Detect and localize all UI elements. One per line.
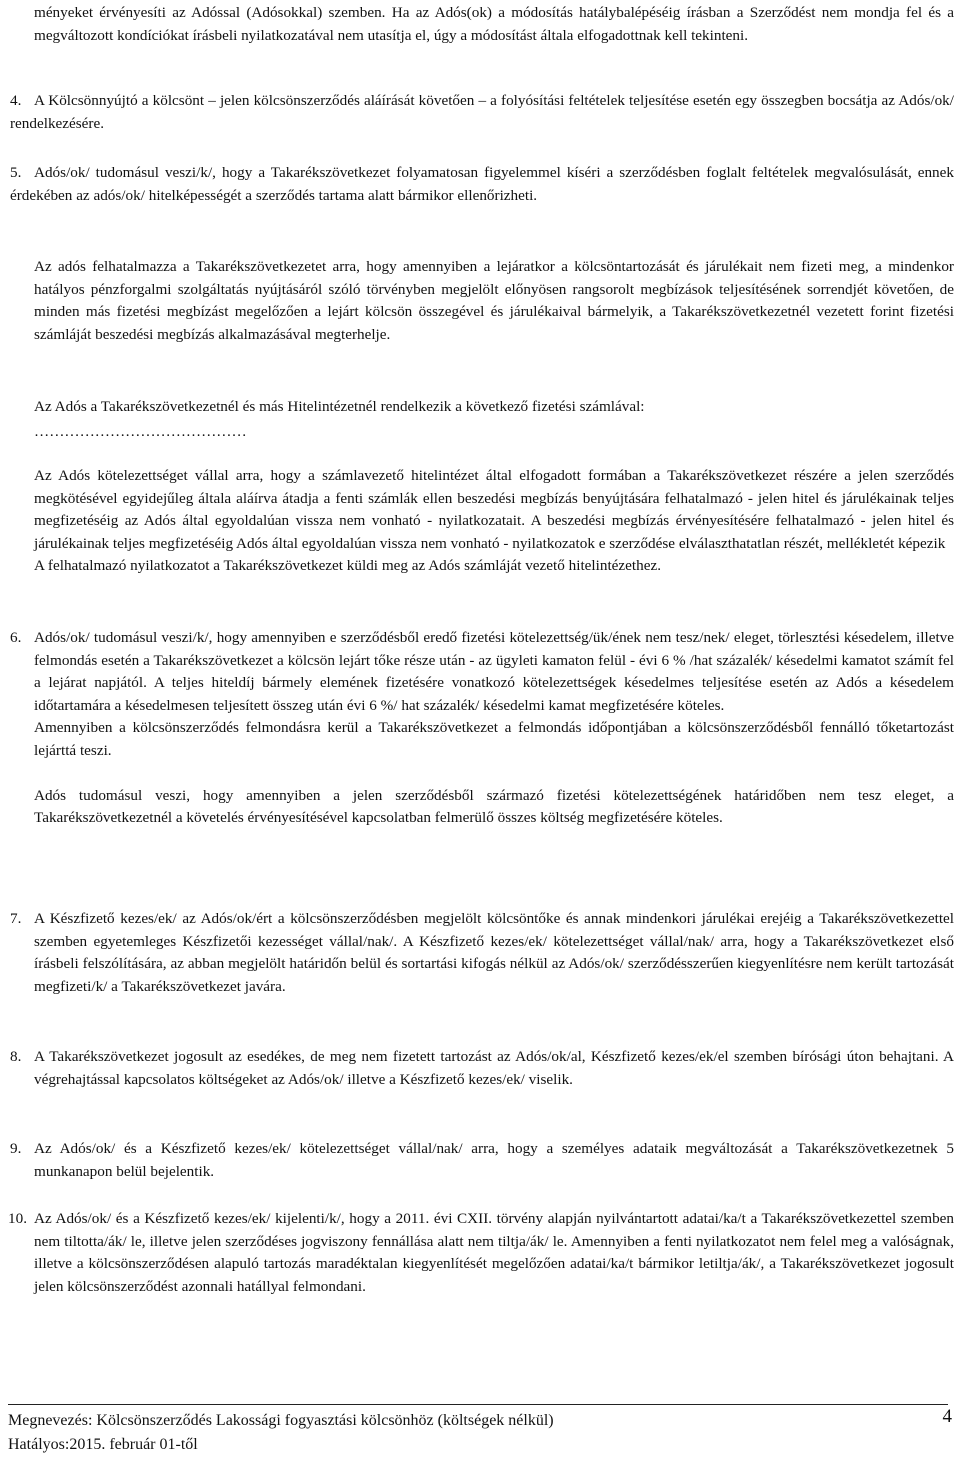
item-number: 9. <box>10 1140 22 1157</box>
item-text: A Készfizető kezes/ek/ az Adós/ok/ért a kölcsönszerződésben megjelölt kölcsöntőke és annak mindenkori járulékai erejéig a Takarékszövetkezettel szemben egyetemleges Készfizetői kezességet vállal/nak/. A Készfizető kezes/ek/ kötelezettséget vállal/nak/ arra, hogy a Takarékszövetkezet első írásbeli felszólítására, az abban megjelölt határidőn belül és sortartási kifogás nélkül az Adós/ok/ szerződésszerűen kiegyenlítésre nem került tartozását megfizeti/k/ a Takarékszövetkezet javára. <box>34 910 954 995</box>
item-number: 8. <box>10 1048 22 1065</box>
list-item-9 <box>10 1138 954 1183</box>
item-text: Adós/ok/ tudomásul veszi/k/, hogy amennyiben e szerződésből eredő fizetési kötelezettség/ük/ének nem tesz/nek/ eleget, törlesztési késedelem, illetve felmondás esetén a Takarékszövetkezet a kölcsön lejárt tőke része után - az ügyleti kamaton felül - évi 6 % /hat százalék/ késedelmi kamatot számít fel a lejárat napjától. A teljes hiteldíj bármely elemének fizetésére vonatkozó kötelezettségek késedelmes teljesítése esetén az Adós a késedelem időtartamára a késedelmesen teljesített összeg után évi 6 %/ hat százalék/ késedelmi kamat megfizetésére köteles. <box>34 629 954 714</box>
paragraph-text: A felhatalmazó nyilatkozatot a Takarékszövetkezet küldi meg az Adós számláját vezető hitelintézethez. <box>34 557 661 575</box>
paragraph-text: Az Adós kötelezettséget vállal arra, hogy a számlavezető hitelintézet által elfogadott formában a Takarékszövetkezet részére a jelen szerződés megkötésével egyidejűleg általa aláírva átadja a fenti számlák ellen beszedési megbízás benyújtására felhatalmazó - jelen hitel és járulékainak teljes megfizetéséig az Adós által egyoldalúan vissza nem vonható - nyilatkozatait. A beszedési megbízás érvényesítésére felhatalmazó - jelen hitel és járulékainak teljes megfizetéséig Adós által egyoldalúan vissza nem vonható - nyilatkozatok e szerződése elválaszthatatlan részét, mellékletét képezik <box>34 467 954 552</box>
item-text: Adós/ok/ tudomásul veszi/k/, hogy a Takarékszövetkezet folyamatosan figyelemmel kíséri a szerződésben foglalt feltételek megvalósulását, ennek érdekében az adós/ok/ hitelképességét a szerződés tartama alatt bármikor ellenőrizheti. <box>10 164 954 204</box>
account-placeholder <box>34 421 954 444</box>
list-item-10 <box>8 1208 954 1298</box>
item-number: 7. <box>10 910 22 927</box>
paragraph-felhatalmazas <box>34 256 954 346</box>
paragraph-kotelezettseg <box>34 465 954 578</box>
item-number: 5. <box>10 164 22 181</box>
paragraph-szamla <box>34 396 954 419</box>
paragraph-modositas <box>34 2 954 47</box>
list-item-4 <box>10 90 954 135</box>
paragraph-text: ményeket érvényesíti az Adóssal (Adósokkal) szemben. Ha az Adós(ok) a módosítás hatálybalépéséig írásban a Szerződést nem mondja fel és a megváltozott kondíciókat írásbeli nyilatkozatával nem utasítja el, úgy a módosítást általa elfogadottnak kell tekinteni. <box>34 4 954 44</box>
item-text: Az Adós/ok/ és a Készfizető kezes/ek/ kijelenti/k/, hogy a 2011. évi CXII. törvény alapján nyilvántartott adatai/ka/t a Takarékszövetkezettel szemben nem tiltotta/ák/ le, illetve jelen szerződéses jogviszony fennállása alatt nem tiltja/ák/ le. Amennyiben a fenti nyilatkozatot nem felel meg a valóságnak, illetve a kölcsönszerződésen alapuló tartozás maradéktalan kiegyenlítését megelőzően adatai/ka/t bármikor letiltja/ák/, a Takarékszövetkezet jogosult jelen kölcsönszerződést azonnali hatállyal felmondani. <box>34 1210 954 1295</box>
item-number: 4. <box>10 92 22 109</box>
page-number: 4 <box>942 1406 952 1427</box>
footer-document-name: Megnevezés: Kölcsönszerződés Lakossági fogyasztási kölcsönhöz (költségek nélkül) <box>8 1412 554 1429</box>
item-number: 6. <box>10 629 22 646</box>
item-text: Az Adós/ok/ és a Készfizető kezes/ek/ kötelezettséget vállal/nak/ arra, hogy a személyes adataik megváltozását a Takarékszövetkezetnek 5 munkanapon belül bejelentik. <box>34 1140 954 1180</box>
paragraph-text: Az Adós a Takarékszövetkezetnél és más Hitelintézetnél rendelkezik a következő fizetési számlával: <box>34 398 645 415</box>
paragraph-text: Az adós felhatalmazza a Takarékszövetkezetet arra, hogy amennyiben a lejáratkor a kölcsöntartozását és járulékait nem fizeti meg, a mindenkor hatályos pénzforgalmi szolgáltatás nyújtásáról szóló törvényben megjelölt előnyösen rangsorolt megbízások teljesítésének sorrendjét követően, de minden más fizetési megbízást megelőzően a lejárt kölcsön összegével és járulékaival bármelyik, a Takarékszövetkezetnél vezetett forint fizetési számláját beszedési megbízás alkalmazásával megterhelje. <box>34 258 954 343</box>
list-item-5 <box>10 162 954 207</box>
list-item-8 <box>10 1046 954 1091</box>
item-number: 10. <box>8 1210 27 1227</box>
footer-effective-date: Hatályos:2015. február 01-től <box>8 1436 198 1453</box>
item-text: Adós tudomásul veszi, hogy amennyiben a jelen szerződésből származó fizetési kötelezettségének határidőben nem tesz eleget, a Takarékszövetkezetnél a követelés érvényesítésével kapcsolatban felmerülő összes költség megfizetésére köteles. <box>34 786 954 827</box>
item-text: Amennyiben a kölcsönszerződés felmondásra kerül a Takarékszövetkezet a felmondás időpontjában a kölcsönszerződésből fennálló tőketartozást lejárttá teszi. <box>34 719 954 759</box>
list-item-7 <box>10 908 954 998</box>
item-text: A Kölcsönnyújtó a kölcsönt – jelen kölcsönszerződés aláírását követően – a folyósítási feltételek teljesítése esetén egy összegben bocsátja az Adós/ok/ rendelkezésére. <box>10 92 954 132</box>
list-item-6 <box>10 627 954 830</box>
footer-divider <box>8 1404 948 1405</box>
item-text: A Takarékszövetkezet jogosult az esedékes, de meg nem fizetett tartozást az Adós/ok/al, Készfizető kezes/ek/el szemben bírósági úton behajtani. A végrehajtással kapcsolatos költségeket az Adós/ok/ illetve a Készfizető kezes/ek/ viselik. <box>34 1048 954 1088</box>
placeholder-dots: …………………………………… <box>34 423 247 440</box>
